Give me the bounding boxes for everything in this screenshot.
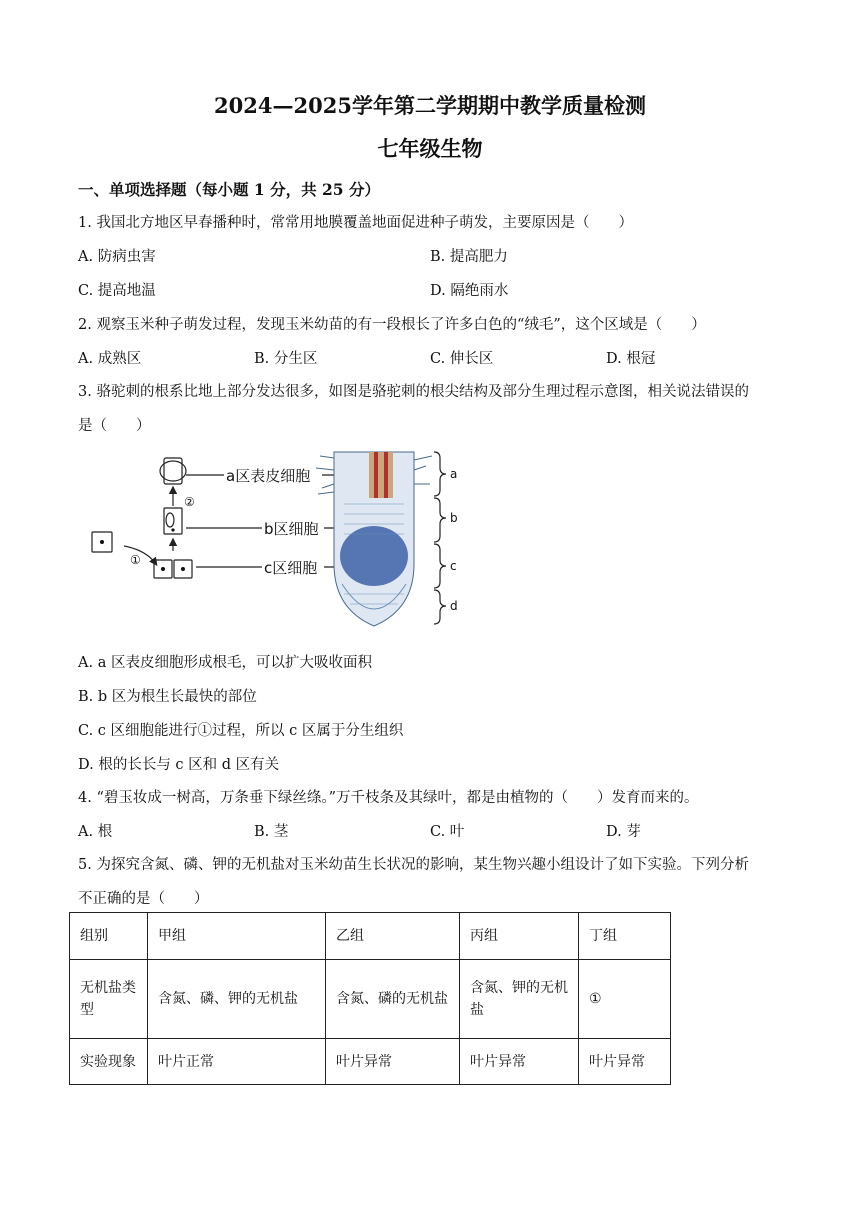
table-cell: 叶片异常 [326,1039,460,1085]
table-row [70,960,671,1039]
label-a-epidermal-cell: a区表皮细胞 [226,467,311,485]
label-c-zone-cell: c区细胞 [264,559,318,577]
q3-option-a: A. a 区表皮细胞形成根毛，可以扩大吸收面积 [78,655,372,671]
table-cell: 无机盐类型 [70,960,148,1039]
question-2-stem: 2. 观察玉米种子萌发过程，发现玉米幼苗的有一段根长了许多白色的“绒毛”，这个区域是（ ） [78,317,706,333]
q2-option-d: D. 根冠 [606,351,656,367]
q4-option-d: D. 芽 [606,824,641,840]
q4-option-a: A. 根 [78,824,113,840]
table-cell: 含氮、磷、钾的无机盐 [148,960,326,1039]
q3-option-b: B. b 区为根生长最快的部位 [78,689,257,705]
process-2-label: ② [184,495,195,509]
experiment-table [69,912,671,1085]
question-1-stem: 1. 我国北方地区早春播种时，常常用地膜覆盖地面促进种子萌发，主要原因是（ ） [78,215,633,231]
table-cell: 组别 [70,913,148,960]
table-cell: 乙组 [326,913,460,960]
table-cell: 含氮、磷的无机盐 [326,960,460,1039]
question-3-stem-line1: 3. 骆驼刺的根系比地上部分发达很多，如图是骆驼刺的根尖结构及部分生理过程示意图，相关说法错误的 [78,384,749,400]
zone-braces [434,452,446,624]
q2-option-b: B. 分生区 [254,351,318,367]
question-5-stem-line1: 5. 为探究含氮、磷、钾的无机盐对玉米幼苗生长状况的影响，某生物兴趣小组设计了如下实验。下列分析 [78,857,749,873]
table-row [70,913,671,960]
question-3-stem-line2: 是（ ） [78,418,151,434]
q4-option-b: B. 茎 [254,824,289,840]
table-cell: 叶片异常 [460,1039,579,1085]
cell-process-diagram [92,458,192,578]
q3-option-c: C. c 区细胞能进行①过程，所以 c 区属于分生组织 [78,723,404,739]
section-heading: 一、单项选择题（每小题 1 分，共 25 分） [78,180,380,199]
table-cell: 叶片异常 [579,1039,671,1085]
q1-option-b: B. 提高肥力 [430,249,508,265]
q4-option-c: C. 叶 [430,824,465,840]
q1-option-d: D. 隔绝雨水 [430,283,509,299]
question-5-stem-line2: 不正确的是（ ） [78,891,209,907]
label-b-zone-cell: b区细胞 [264,520,319,538]
process-1-label: ① [130,553,141,567]
exam-title: 2024—2025学年第二学期期中教学质量检测 [214,93,646,118]
zone-c-label: c [450,559,457,573]
table-cell: 叶片正常 [148,1039,326,1085]
q1-option-c: C. 提高地温 [78,283,156,299]
root-tip-illustration [316,452,432,626]
zone-a-label: a [450,467,458,481]
table-cell: 含氮、钾的无机盐 [460,960,579,1039]
zone-d-label: d [450,599,458,613]
q2-option-a: A. 成熟区 [78,351,142,367]
table-cell: 实验现象 [70,1039,148,1085]
table-row [70,1039,671,1085]
question-4-stem: 4. “碧玉妆成一树高，万条垂下绿丝绦。”万千枝条及其绿叶，都是由植物的（ ）发育而来的。 [78,790,699,806]
table-cell: 丙组 [460,913,579,960]
table-cell: 甲组 [148,913,326,960]
table-cell: 丁组 [579,913,671,960]
table-cell: ① [579,960,671,1039]
root-tip-figure [84,444,464,634]
q2-option-c: C. 伸长区 [430,351,494,367]
exam-subtitle: 七年级生物 [377,136,483,161]
q3-option-d: D. 根的长长与 c 区和 d 区有关 [78,757,280,773]
zone-b-label: b [450,511,458,525]
q1-option-a: A. 防病虫害 [78,249,156,265]
